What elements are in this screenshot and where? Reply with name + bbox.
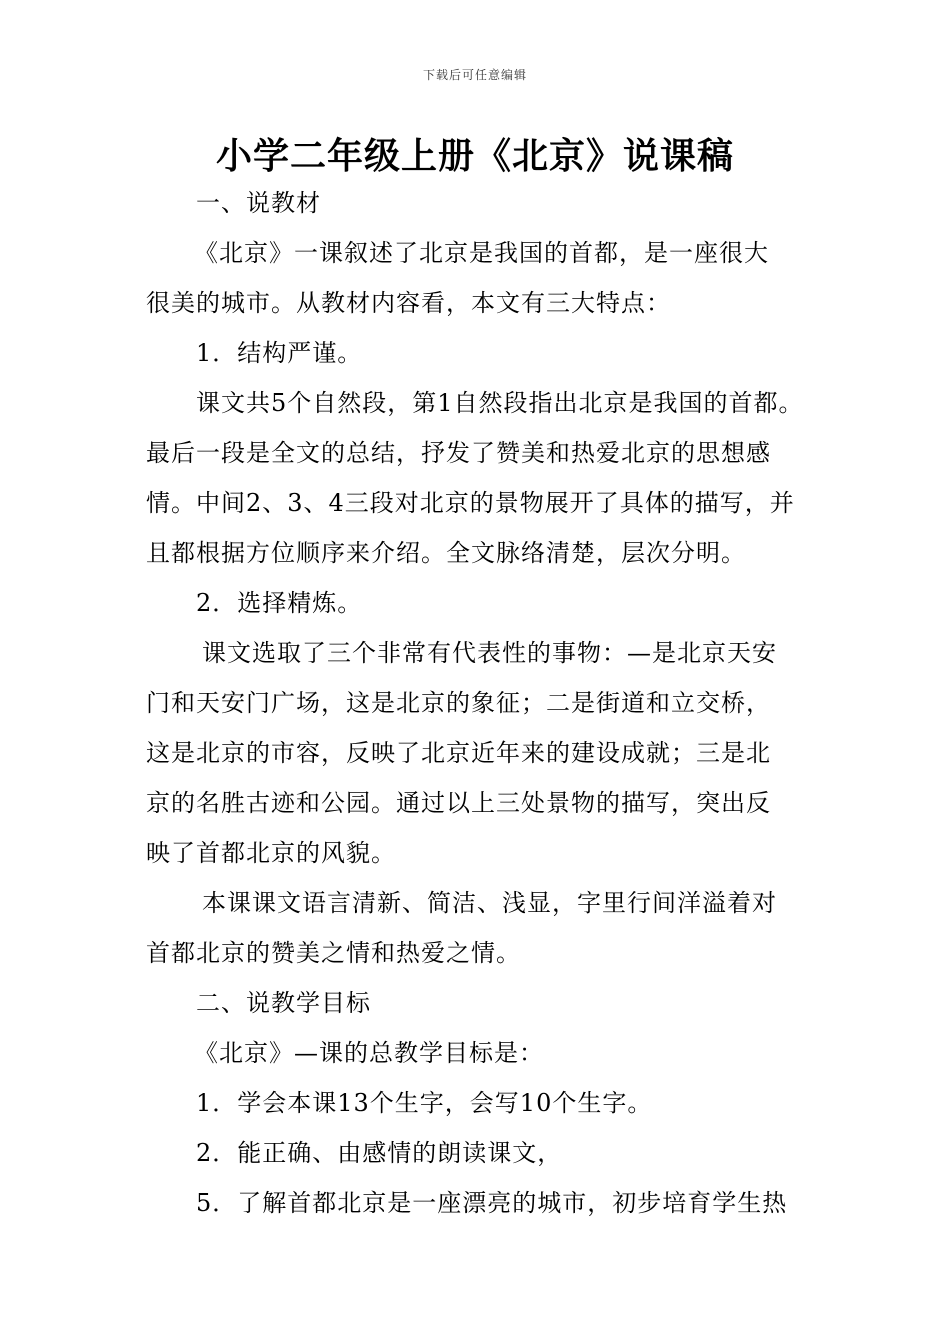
paragraph-line: 京的名胜古迹和公园。通过以上三处景物的描写，突出反	[146, 789, 771, 817]
paragraph-line: 课文共5个自然段，第1自然段指出北京是我国的首都。	[196, 389, 804, 417]
paragraph-line: 且都根据方位顺序来介绍。全文脉络清楚，层次分明。	[146, 539, 746, 567]
list-item: 1．学会本课13个生字，会写10个生字。	[196, 1089, 653, 1117]
paragraph-line: 门和天安门广场，这是北京的象征；二是街道和立交桥，	[146, 689, 771, 717]
paragraph-line: 《北京》一课叙述了北京是我国的首都，是一座很大	[194, 239, 769, 267]
paragraph-line: 本课课文语言清新、简洁、浅显，字里行间洋溢着对	[202, 889, 777, 917]
paragraph-line: 映了首都北京的风貌。	[146, 839, 396, 867]
paragraph-line: 情。中间2、3、4三段对北京的景物展开了具体的描写，并	[146, 489, 795, 517]
paragraph-line: 很美的城市。从教材内容看，本文有三大特点：	[146, 289, 671, 317]
list-item-heading: 1．结构严谨。	[196, 339, 363, 367]
section-heading-textbook: 一、说教材	[196, 189, 321, 217]
paragraph-line: 这是北京的市容，反映了北京近年来的建设成就；三是北	[146, 739, 771, 767]
list-item-heading: 2．选择精炼。	[196, 589, 363, 617]
document-title: 小学二年级上册《北京》说课稿	[215, 136, 734, 177]
paragraph-line: 课文选取了三个非常有代表性的事物：—是北京天安	[202, 639, 777, 667]
paragraph-line: 首都北京的赞美之情和热爱之情。	[146, 939, 521, 967]
paragraph-line: 最后一段是全文的总结，抒发了赞美和热爱北京的思想感	[146, 439, 771, 467]
document-body	[146, 178, 826, 1228]
paragraph-line: 《北京》—课的总教学目标是：	[194, 1039, 544, 1067]
page-header-note: 下载后可任意编辑	[422, 68, 527, 82]
list-item: 5．了解首都北京是一座漂亮的城市，初步培育学生热	[196, 1189, 788, 1217]
list-item: 2．能正确、由感情的朗读课文，	[196, 1139, 563, 1167]
section-heading-goals: 二、说教学目标	[196, 989, 371, 1017]
